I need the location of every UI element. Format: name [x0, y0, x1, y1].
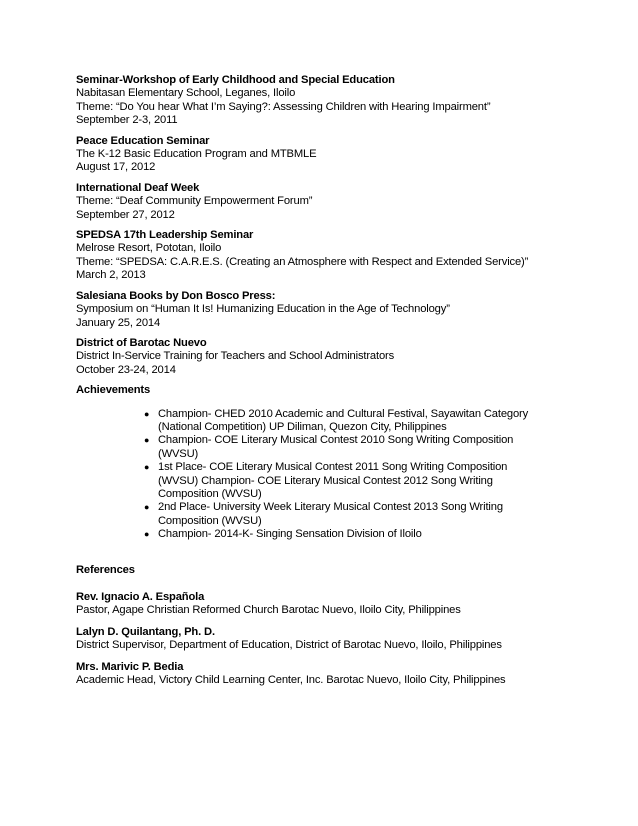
reference-name: Rev. Ignacio A. Española: [76, 591, 205, 603]
seminar-entry: [76, 182, 606, 222]
bullet-icon: ●: [144, 408, 150, 419]
seminar-date: March 2, 2013: [76, 269, 146, 282]
references-heading: References: [76, 563, 135, 576]
reference-detail: District Supervisor, Department of Education, District of Barotac Nuevo, Iloilo, Philippines: [76, 639, 502, 652]
seminar-entry: [76, 74, 606, 128]
reference-name: Mrs. Marivic P. Bedia: [76, 660, 184, 673]
achievement-text: 2nd Place- University Week Literary Musical Contest 2013 Song Writing Composition (WVSU): [158, 501, 503, 527]
reference-entry: [76, 661, 606, 688]
seminar-detail: Theme: “Deaf Community Empowerment Forum”: [76, 195, 313, 208]
reference-entry: [76, 626, 606, 653]
resume-page: [76, 74, 606, 695]
reference-entry: [76, 591, 606, 618]
seminar-title: International Deaf Week: [76, 181, 200, 194]
seminar-date: January 25, 2014: [76, 316, 161, 329]
seminar-detail: Nabitasan Elementary School, Leganes, Iloilo: [76, 87, 296, 100]
seminar-date: September 27, 2012: [76, 208, 175, 221]
list-item: [76, 408, 550, 435]
seminar-title: Peace Education Seminar: [76, 134, 210, 147]
seminar-entry: [76, 290, 606, 330]
seminar-date: October 23-24, 2014: [76, 363, 176, 376]
seminar-title: Salesiana Books by Don Bosco Press:: [76, 289, 276, 302]
list-item: [76, 501, 550, 528]
reference-detail: Pastor, Agape Christian Reformed Church Barotac Nuevo, Iloilo City, Philippines: [76, 604, 461, 617]
achievement-text: Champion- 2014-K- Singing Sensation Division of Iloilo: [158, 528, 422, 541]
seminar-detail: Melrose Resort, Pototan, Iloilo: [76, 242, 222, 255]
seminar-detail: Theme: “SPEDSA: C.A.R.E.S. (Creating an Atmosphere with Respect and Extended Service)”: [76, 255, 529, 268]
seminar-date: August 17, 2012: [76, 161, 156, 174]
seminar-title: Seminar-Workshop of Early Childhood and Special Education: [76, 74, 395, 86]
bullet-icon: ●: [144, 462, 150, 473]
reference-name: Lalyn D. Quilantang, Ph. D.: [76, 625, 215, 638]
achievements-heading: Achievements: [76, 384, 151, 397]
seminar-entry: [76, 229, 606, 283]
seminar-detail: The K-12 Basic Education Program and MTBMLE: [76, 148, 317, 161]
reference-detail: Academic Head, Victory Child Learning Center, Inc. Barotac Nuevo, Iloilo City, Philippines: [76, 674, 506, 687]
seminar-title: District of Barotac Nuevo: [76, 336, 207, 349]
seminar-detail: District In-Service Training for Teachers and School Administrators: [76, 350, 395, 363]
seminar-entry: [76, 337, 606, 377]
list-item: [76, 528, 550, 541]
list-item: [76, 434, 550, 461]
seminar-detail: Theme: “Do You hear What I’m Saying?: Assessing Children with Hearing Impairment”: [76, 100, 491, 113]
achievement-text: Champion- CHED 2010 Academic and Cultural Festival, Sayawitan Category (National Competition) UP Diliman, Quezon City, Philippines: [158, 407, 529, 433]
seminar-detail: Symposium on “Human It Is! Humanizing Education in the Age of Technology”: [76, 303, 450, 316]
seminar-entry: [76, 135, 606, 175]
achievements-list: [76, 408, 606, 542]
list-item: [76, 461, 550, 501]
seminar-title: SPEDSA 17th Leadership Seminar: [76, 229, 254, 242]
bullet-icon: ●: [144, 502, 150, 513]
seminar-date: September 2-3, 2011: [76, 114, 178, 127]
achievement-text: Champion- COE Literary Musical Contest 2010 Song Writing Composition (WVSU): [158, 434, 514, 460]
bullet-icon: ●: [144, 529, 150, 540]
achievement-text: 1st Place- COE Literary Musical Contest 2011 Song Writing Composition (WVSU) Champion- COE Literary Musical Contest 2012 Song Writing Composition (WVSU): [158, 461, 508, 500]
bullet-icon: ●: [144, 435, 150, 446]
